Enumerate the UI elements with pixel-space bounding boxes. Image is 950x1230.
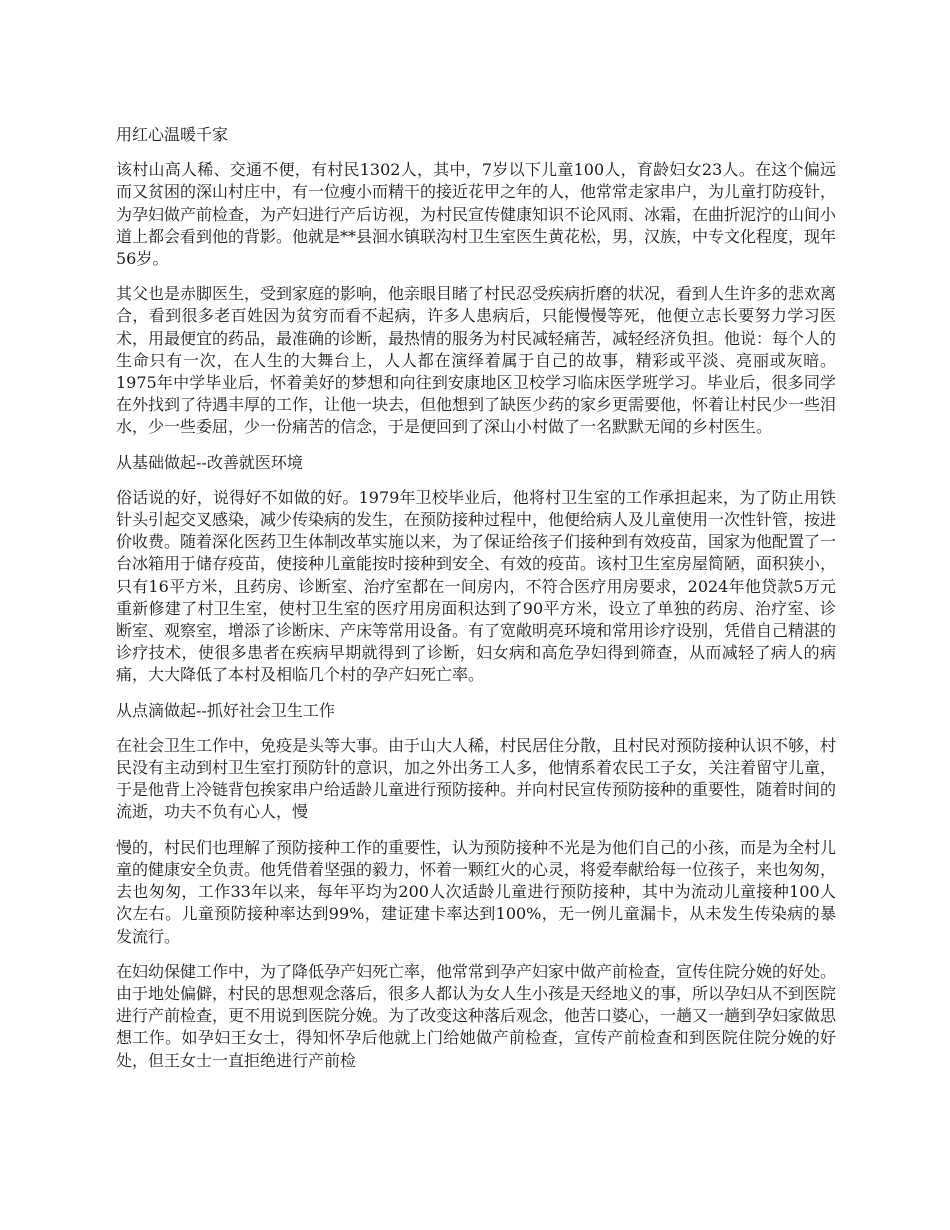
paragraph: 其父也是赤脚医生，受到家庭的影响，他亲眼目睹了村民忍受疾病折磨的状况，看到人生许多的悲欢离合，看到很多老百姓因为贫穷而看不起病，许多人患病后，只能慢慢等死，他便立志长要努力学习医术，用最便宜的药品，最准确的诊断，最热情的服务为村民减轻痛苦，减轻经济负担。他说：每个人的生命只有一次，在人生的大舞台上，人人都在演绎着属于自己的故事，精彩或平淡、亮丽或灰暗。1975年中学毕业后，怀着美好的梦想和向往到安康地区卫校学习临床医学班学习。毕业后，很多同学在外找到了待遇丰厚的工作，让他一块去，但他想到了缺医少药的家乡更需要他，怀着让村民少一些泪水，少一些委屈，少一份痛苦的信念，于是便回到了深山小村做了一名默默无闻的乡村医生。 — [116, 284, 837, 437]
paragraph: 在妇幼保健工作中，为了降低孕产妇死亡率，他常常到孕产妇家中做产前检查，宣传住院分娩的好处。由于地处偏僻，村民的思想观念落后，很多人都认为女人生小孩是天经地义的事，所以孕妇从不到医院进行产前检查，更不用说到医院分娩。为了改变这种落后观念，他苦口婆心，一趟又一趟到孕妇家做思想工作。如孕妇王女士，得知怀孕后他就上门给她做产前检查，宣传产前检查和到医院住院分娩的好处，但王女士一直拒绝进行产前检 — [116, 961, 837, 1070]
paragraph: 在社会卫生工作中，免疫是头等大事。由于山大人稀，村民居住分散，且村民对预防接种认识不够，村民没有主动到村卫生室打预防针的意识，加之外出务工人多，他情系着农民工子女，关注着留守儿童，于是他背上冷链背包挨家串户给适龄儿童进行预防接种。并向村民宣传预防接种的重要性，随着时间的流逝，功夫不负有心人，慢 — [116, 735, 837, 822]
section-heading: 从基础做起--改善就医环境 — [116, 452, 303, 472]
paragraph: 该村山高人稀、交通不便，有村民1302人，其中，7岁以下儿童100人，育龄妇女23人。在这个偏远而又贫困的深山村庄中，有一位瘦小而精干的接近花甲之年的人，他常常走家串户，为儿童打防疫针，为孕妇做产前检查，为产妇进行产后访视，为村民宣传健康知识不论风雨、冰霜，在曲折泥泞的山间小道上都会看到他的背影。他就是**县洄水镇联沟村卫生室医生黄花松，男，汉族，中专文化程度，现年56岁。 — [116, 160, 837, 269]
paragraph: 俗话说的好，说得好不如做的好。1979年卫校毕业后，他将村卫生室的工作承担起来，为了防止用铁针头引起交叉感染，减少传染病的发生，在预防接种过程中，他便给病人及儿童使用一次性针管，按进价收费。随着深化医药卫生体制改革实施以来，为了保证给孩子们接种到有效疫苗，国家为他配置了一台冰箱用于储存疫苗，使接种儿童能按时接种到安全、有效的疫苗。该村卫生室房屋简陋，面积狭小，只有16平方米，且药房、诊断室、治疗室都在一间房内，不符合医疗用房要求，2024年他贷款5万元重新修建了村卫生室，使村卫生室的医疗用房面积达到了90平方米，设立了单独的药房、治疗室、诊断室、观察室，增添了诊断床、产床等常用设备。有了宽敞明亮环境和常用诊疗设别，凭借自己精湛的诊疗技术，使很多患者在疾病早期就得到了诊断，妇女病和高危孕妇得到筛查，从而减轻了病人的病痛，大大降低了本村及相临几个村的孕产妇死亡率。 — [116, 487, 837, 685]
section-title: 用红心温暖千家 — [116, 125, 229, 144]
section-heading: 从点滴做起--抓好社会卫生工作 — [116, 700, 335, 720]
paragraph: 慢的，村民们也理解了预防接种工作的重要性，认为预防接种不光是为他们自己的小孩，而是为全村儿童的健康安全负责。他凭借着坚强的毅力，怀着一颗红火的心灵，将爱奉献给每一位孩子，来也匆匆，去也匆匆，工作33年以来，每年平均为200人次适龄儿童进行预防接种，其中为流动儿童接种100人次左右。儿童预防接种率达到99%，建证建卡率达到100%，无一例儿童漏卡，从未发生传染病的暴发流行。 — [116, 837, 837, 946]
